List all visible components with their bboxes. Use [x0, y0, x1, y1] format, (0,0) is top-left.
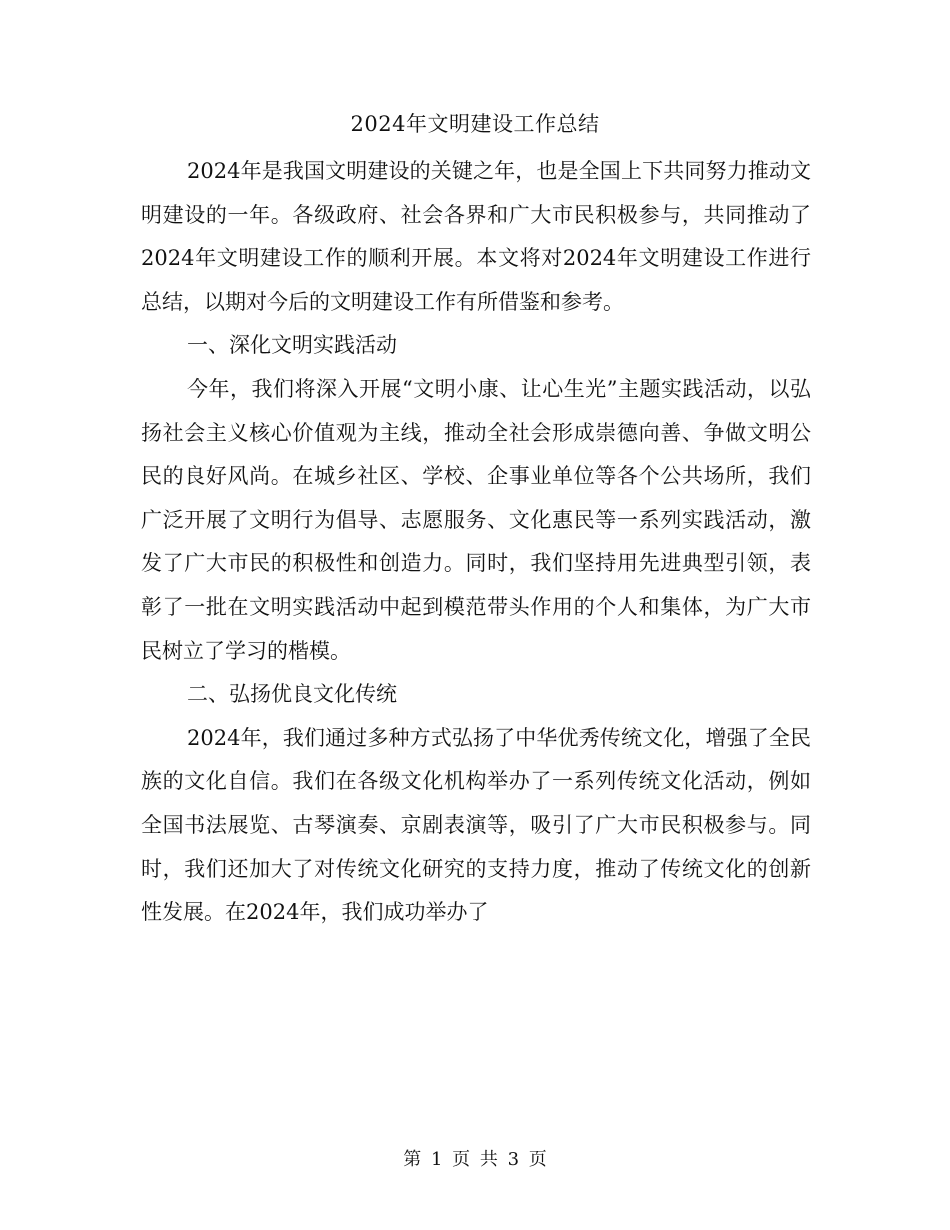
section-heading-1: 一、深化文明实践活动 [187, 333, 397, 358]
page-number-footer: 第 1 页 共 3 页 [403, 1149, 547, 1170]
document-title: 2024年文明建设工作总结 [350, 112, 600, 136]
section-heading-2: 二、弘扬优良文化传统 [187, 682, 397, 707]
document-body [141, 150, 811, 935]
section-2-paragraph: 2024年，我们通过多种方式弘扬了中华优秀传统文化，增强了全民族的文化自信。我们在各级文化机构举办了一系列传统文化活动，例如全国书法展览、古琴演奏、京剧表演等，吸引了广大市民积极参与。同时，我们还加大了对传统文化研究的支持力度，推动了传统文化的创新性发展。在2024年，我们成功举办了 [141, 725, 811, 925]
section-1-paragraph: 今年，我们将深入开展“文明小康、让心生光”主题实践活动，以弘扬社会主义核心价值观为主线，推动全社会形成崇德向善、争做文明公民的良好风尚。在城乡社区、学校、企事业单位等各个公共场所，我们广泛开展了文明行为倡导、志愿服务、文化惠民等一系列实践活动，激发了广大市民的积极性和创造力。同时，我们坚持用先进典型引领，表彰了一批在文明实践活动中起到模范带头作用的个人和集体，为广大市民树立了学习的楷模。 [141, 376, 811, 663]
intro-paragraph: 2024年是我国文明建设的关键之年，也是全国上下共同努力推动文明建设的一年。各级政府、社会各界和广大市民积极参与，共同推动了2024年文明建设工作的顺利开展。本文将对2024年文明建设工作进行总结，以期对今后的文明建设工作有所借鉴和参考。 [141, 159, 811, 314]
